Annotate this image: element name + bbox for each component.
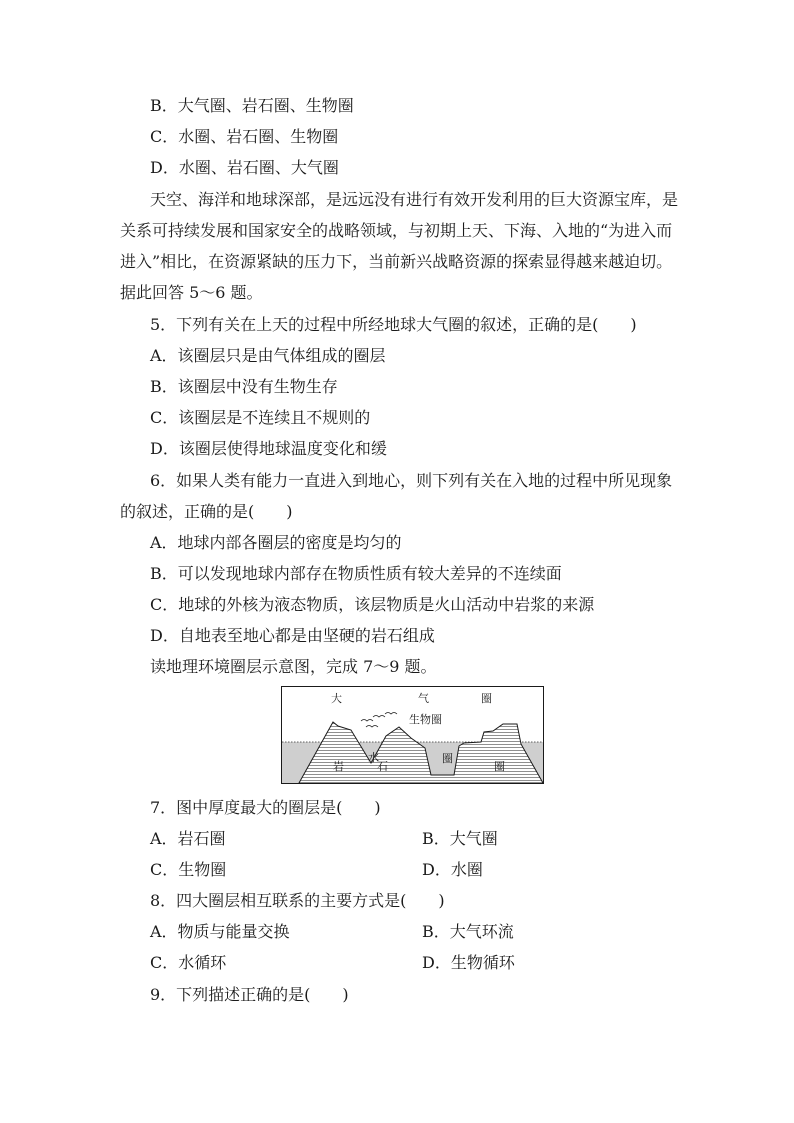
q7-option-c: C．生物圈 [150, 860, 227, 879]
option-c-prev: C．水圈、岩石圈、生物圈 [150, 127, 339, 146]
q6-option-b: B．可以发现地球内部存在物质性质有较大差异的不连续面 [150, 564, 562, 583]
q7-option-b: B．大气圈 [422, 829, 498, 848]
q7-option-a: A．岩石圈 [150, 829, 226, 848]
earth-spheres-diagram [281, 686, 544, 784]
label-lithosphere-3: 圈 [442, 752, 453, 765]
q7-option-d: D．水圈 [422, 860, 483, 879]
label-lithosphere-4: 圈 [494, 760, 505, 773]
q5-option-a: A．该圈层只是由气体组成的圈层 [150, 346, 386, 365]
q5-stem: 5．下列有关在上天的过程中所经地球大气圈的叙述，正确的是( ) [150, 315, 637, 334]
q7-stem: 7．图中厚度最大的圈层是( ) [150, 798, 381, 817]
passage-line-3: 进入”相比，在资源紧缺的压力下，当前新兴战略资源的探索显得越来越迫切。 [120, 252, 673, 271]
q5-option-c: C．该圈层是不连续且不规则的 [150, 408, 371, 427]
q6-option-d: D．自地表至地心都是由坚硬的岩石组成 [150, 626, 435, 645]
label-atmosphere-3: 圈 [481, 692, 492, 705]
q6-stem-2: 的叙述，正确的是( ) [120, 502, 293, 521]
diagram-intro: 读地理环境圈层示意图，完成 7～9 题。 [150, 657, 437, 676]
q6-option-c: C．地球的外核为液态物质，该层物质是火山活动中岩浆的来源 [150, 595, 595, 614]
passage-line-2: 关系可持续发展和国家安全的战略领域，与初期上天、下海、入地的“为进入而 [120, 221, 673, 240]
passage-line-1: 天空、海洋和地球深部，是远远没有进行有效开发利用的巨大资源宝库，是 [150, 190, 679, 209]
q8-option-b: B．大气环流 [422, 922, 514, 941]
q6-stem-1: 6．如果人类有能力一直进入到地心，则下列有关在入地的过程中所见现象 [150, 471, 673, 490]
q8-option-d: D．生物循环 [422, 953, 515, 972]
passage-line-4: 据此回答 5～6 题。 [120, 283, 263, 302]
q6-option-a: A．地球内部各圈层的密度是均匀的 [150, 533, 402, 552]
option-b-prev: B．大气圈、岩石圈、生物圈 [150, 96, 354, 115]
label-hydrosphere: 水 [368, 751, 379, 764]
q5-option-d: D．该圈层使得地球温度变化和缓 [150, 439, 387, 458]
option-d-prev: D．水圈、岩石圈、大气圈 [150, 158, 339, 177]
q8-stem: 8．四大圈层相互联系的主要方式是( ) [150, 891, 445, 910]
q5-option-b: B．该圈层中没有生物生存 [150, 377, 338, 396]
label-lithosphere-1: 岩 [333, 760, 344, 773]
label-biosphere: 生物圈 [409, 713, 442, 726]
q9-stem: 9．下列描述正确的是( ) [150, 985, 349, 1004]
q8-option-a: A．物质与能量交换 [150, 922, 290, 941]
label-lithosphere-2: 石 [377, 760, 388, 773]
label-atmosphere-1: 大 [331, 692, 342, 705]
label-atmosphere-2: 气 [418, 692, 429, 705]
q8-option-c: C．水循环 [150, 953, 227, 972]
